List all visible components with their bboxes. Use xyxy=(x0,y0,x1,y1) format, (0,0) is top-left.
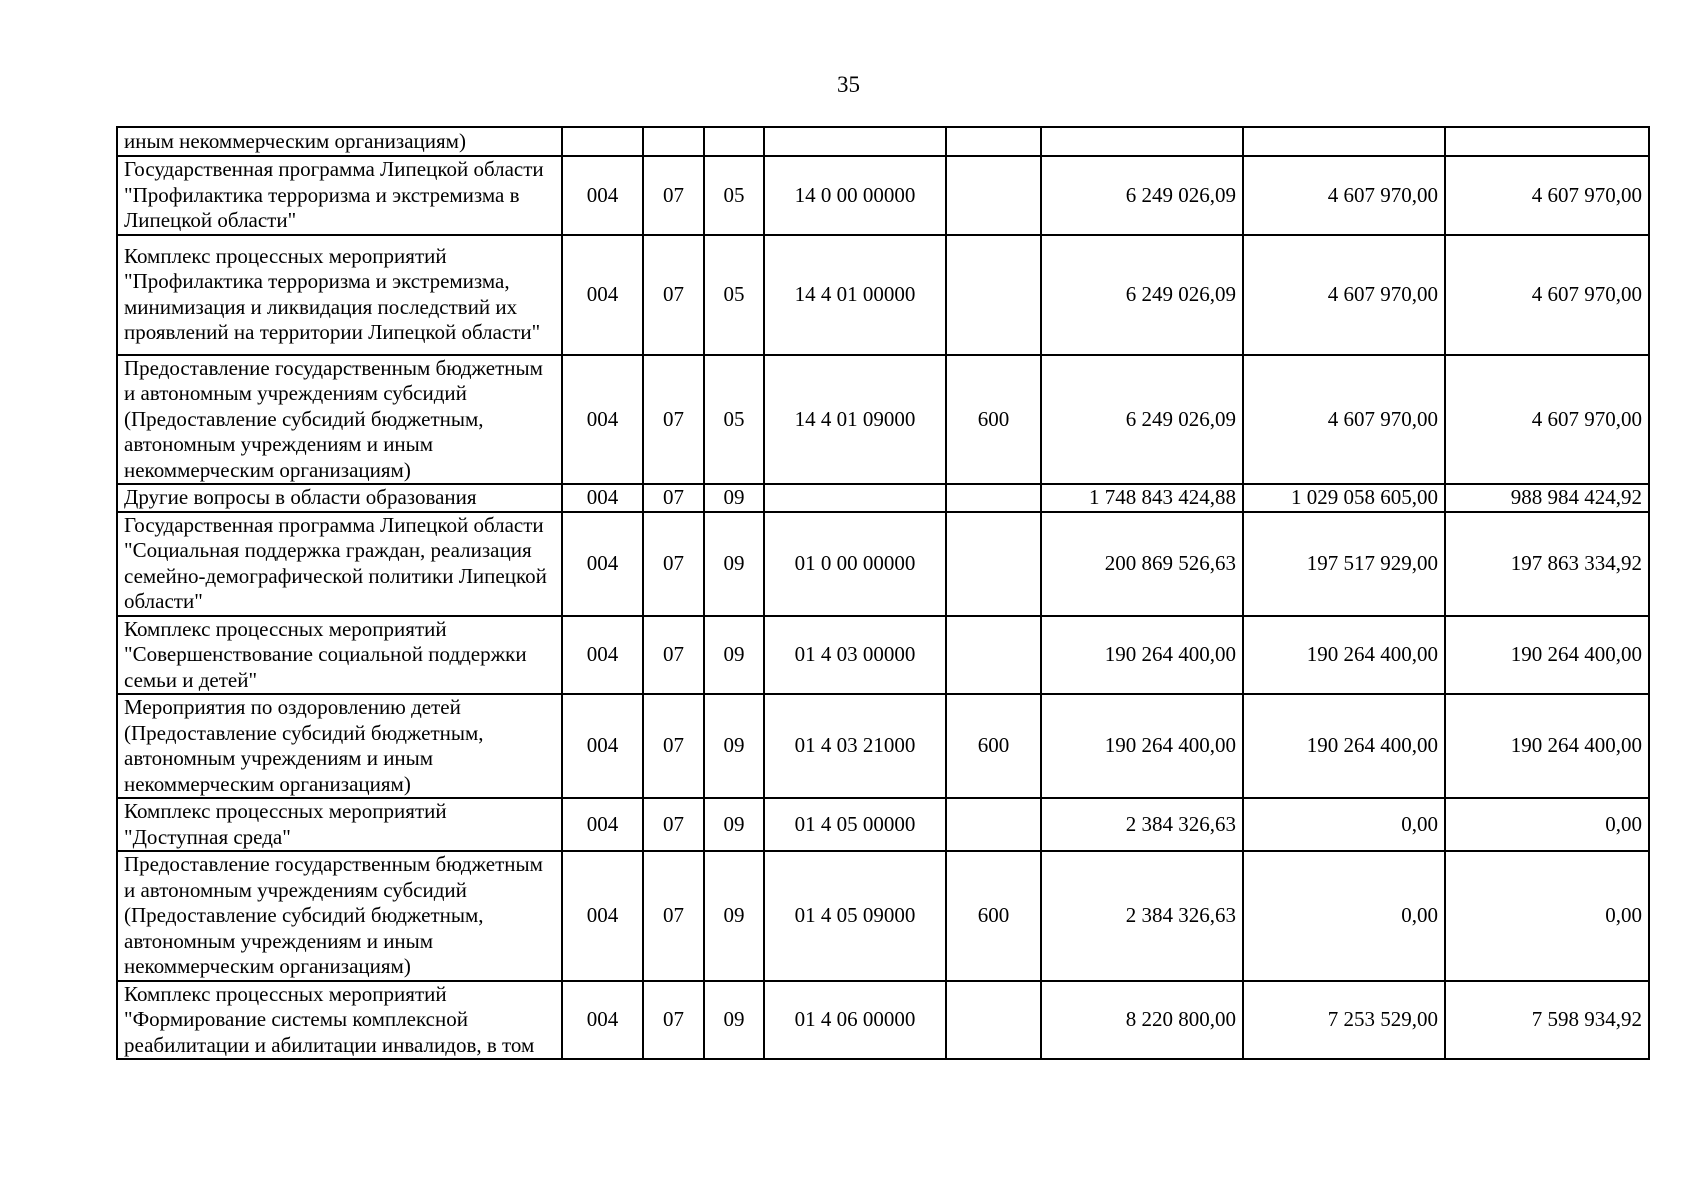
table-row xyxy=(117,851,1649,981)
gr-code-cell: 004 xyxy=(562,156,643,235)
table-row xyxy=(117,235,1649,355)
table-row xyxy=(117,798,1649,851)
subsection-code-cell: 09 xyxy=(704,616,764,695)
table-body xyxy=(117,127,1649,1059)
amount-year-1-cell: 190 264 400,00 xyxy=(1041,694,1243,798)
expense-type-cell xyxy=(946,235,1041,355)
table-row xyxy=(117,981,1649,1060)
amount-year-2-cell: 197 517 929,00 xyxy=(1243,512,1445,616)
subsection-code-cell xyxy=(704,127,764,156)
subsection-code-cell: 09 xyxy=(704,798,764,851)
amount-year-3-cell: 4 607 970,00 xyxy=(1445,156,1649,235)
amount-year-1-cell: 200 869 526,63 xyxy=(1041,512,1243,616)
amount-year-1-cell: 8 220 800,00 xyxy=(1041,981,1243,1060)
section-code-cell: 07 xyxy=(643,235,704,355)
amount-year-3-cell: 197 863 334,92 xyxy=(1445,512,1649,616)
subsection-code-cell: 09 xyxy=(704,851,764,981)
amount-year-3-cell xyxy=(1445,127,1649,156)
subsection-code-cell: 09 xyxy=(704,694,764,798)
amount-year-2-cell: 1 029 058 605,00 xyxy=(1243,484,1445,512)
subsection-code-cell: 09 xyxy=(704,484,764,512)
section-code-cell: 07 xyxy=(643,981,704,1060)
amount-year-3-cell: 988 984 424,92 xyxy=(1445,484,1649,512)
section-code-cell: 07 xyxy=(643,694,704,798)
section-code-cell xyxy=(643,127,704,156)
expense-type-cell xyxy=(946,484,1041,512)
amount-year-1-cell: 2 384 326,63 xyxy=(1041,798,1243,851)
row-name-cell: Предоставление государственным бюджетным и автономным учреждениям субсидий (Предоставление субсидий бюджетным, автономным учреждениям и иным некоммерческим организациям) xyxy=(117,355,562,485)
target-article-cell xyxy=(764,484,946,512)
target-article-cell: 01 0 00 00000 xyxy=(764,512,946,616)
table-row xyxy=(117,616,1649,695)
subsection-code-cell: 05 xyxy=(704,355,764,485)
section-code-cell: 07 xyxy=(643,616,704,695)
amount-year-2-cell: 0,00 xyxy=(1243,851,1445,981)
amount-year-2-cell xyxy=(1243,127,1445,156)
row-name-cell: Предоставление государственным бюджетным и автономным учреждениям субсидий (Предоставление субсидий бюджетным, автономным учреждениям и иным некоммерческим организациям) xyxy=(117,851,562,981)
section-code-cell: 07 xyxy=(643,355,704,485)
subsection-code-cell: 09 xyxy=(704,981,764,1060)
target-article-cell: 14 0 00 00000 xyxy=(764,156,946,235)
expense-type-cell xyxy=(946,981,1041,1060)
amount-year-1-cell: 6 249 026,09 xyxy=(1041,235,1243,355)
amount-year-1-cell xyxy=(1041,127,1243,156)
row-name-cell: Комплекс процессных мероприятий "Формирование системы комплексной реабилитации и абилитации инвалидов, в том xyxy=(117,981,562,1060)
table-row xyxy=(117,694,1649,798)
gr-code-cell: 004 xyxy=(562,798,643,851)
table-row xyxy=(117,355,1649,485)
amount-year-3-cell: 0,00 xyxy=(1445,798,1649,851)
amount-year-3-cell: 0,00 xyxy=(1445,851,1649,981)
amount-year-1-cell: 6 249 026,09 xyxy=(1041,156,1243,235)
target-article-cell: 01 4 06 00000 xyxy=(764,981,946,1060)
expense-type-cell xyxy=(946,616,1041,695)
amount-year-2-cell: 4 607 970,00 xyxy=(1243,235,1445,355)
row-name-cell: Государственная программа Липецкой области "Профилактика терроризма и экстремизма в Липецкой области" xyxy=(117,156,562,235)
section-code-cell: 07 xyxy=(643,512,704,616)
target-article-cell xyxy=(764,127,946,156)
amount-year-3-cell: 190 264 400,00 xyxy=(1445,694,1649,798)
target-article-cell: 01 4 03 21000 xyxy=(764,694,946,798)
expense-type-cell xyxy=(946,798,1041,851)
budget-table xyxy=(116,126,1650,1060)
target-article-cell: 01 4 03 00000 xyxy=(764,616,946,695)
expense-type-cell: 600 xyxy=(946,355,1041,485)
amount-year-1-cell: 1 748 843 424,88 xyxy=(1041,484,1243,512)
row-name-cell: Мероприятия по оздоровлению детей (Предоставление субсидий бюджетным, автономным учреждениям и иным некоммерческим организациям) xyxy=(117,694,562,798)
section-code-cell: 07 xyxy=(643,156,704,235)
expense-type-cell xyxy=(946,127,1041,156)
amount-year-2-cell: 7 253 529,00 xyxy=(1243,981,1445,1060)
subsection-code-cell: 05 xyxy=(704,156,764,235)
page-number: 35 xyxy=(837,72,860,97)
section-code-cell: 07 xyxy=(643,798,704,851)
gr-code-cell: 004 xyxy=(562,484,643,512)
target-article-cell: 01 4 05 00000 xyxy=(764,798,946,851)
amount-year-2-cell: 190 264 400,00 xyxy=(1243,616,1445,695)
row-name-cell: Комплекс процессных мероприятий "Профилактика терроризма и экстремизма, минимизация и ликвидация последствий их проявлений на территории Липецкой области" xyxy=(117,235,562,355)
amount-year-1-cell: 6 249 026,09 xyxy=(1041,355,1243,485)
gr-code-cell: 004 xyxy=(562,512,643,616)
subsection-code-cell: 05 xyxy=(704,235,764,355)
gr-code-cell: 004 xyxy=(562,851,643,981)
section-code-cell: 07 xyxy=(643,484,704,512)
amount-year-3-cell: 4 607 970,00 xyxy=(1445,235,1649,355)
target-article-cell: 14 4 01 00000 xyxy=(764,235,946,355)
row-name-cell: Государственная программа Липецкой области "Социальная поддержка граждан, реализация семейно-демографической политики Липецкой области" xyxy=(117,512,562,616)
subsection-code-cell: 09 xyxy=(704,512,764,616)
expense-type-cell: 600 xyxy=(946,851,1041,981)
expense-type-cell: 600 xyxy=(946,694,1041,798)
amount-year-1-cell: 190 264 400,00 xyxy=(1041,616,1243,695)
gr-code-cell: 004 xyxy=(562,235,643,355)
gr-code-cell xyxy=(562,127,643,156)
amount-year-1-cell: 2 384 326,63 xyxy=(1041,851,1243,981)
gr-code-cell: 004 xyxy=(562,355,643,485)
amount-year-3-cell: 4 607 970,00 xyxy=(1445,355,1649,485)
target-article-cell: 14 4 01 09000 xyxy=(764,355,946,485)
row-name-cell: Другие вопросы в области образования xyxy=(117,484,562,512)
row-name-cell: иным некоммерческим организациям) xyxy=(117,127,562,156)
section-code-cell: 07 xyxy=(643,851,704,981)
row-name-cell: Комплекс процессных мероприятий "Совершенствование социальной поддержки семьи и детей" xyxy=(117,616,562,695)
amount-year-2-cell: 4 607 970,00 xyxy=(1243,355,1445,485)
amount-year-3-cell: 7 598 934,92 xyxy=(1445,981,1649,1060)
target-article-cell: 01 4 05 09000 xyxy=(764,851,946,981)
row-name-cell: Комплекс процессных мероприятий "Доступная среда" xyxy=(117,798,562,851)
table-row xyxy=(117,156,1649,235)
amount-year-2-cell: 0,00 xyxy=(1243,798,1445,851)
table-row xyxy=(117,127,1649,156)
amount-year-3-cell: 190 264 400,00 xyxy=(1445,616,1649,695)
amount-year-2-cell: 4 607 970,00 xyxy=(1243,156,1445,235)
gr-code-cell: 004 xyxy=(562,981,643,1060)
amount-year-2-cell: 190 264 400,00 xyxy=(1243,694,1445,798)
table-row xyxy=(117,484,1649,512)
gr-code-cell: 004 xyxy=(562,616,643,695)
table-row xyxy=(117,512,1649,616)
expense-type-cell xyxy=(946,512,1041,616)
expense-type-cell xyxy=(946,156,1041,235)
gr-code-cell: 004 xyxy=(562,694,643,798)
